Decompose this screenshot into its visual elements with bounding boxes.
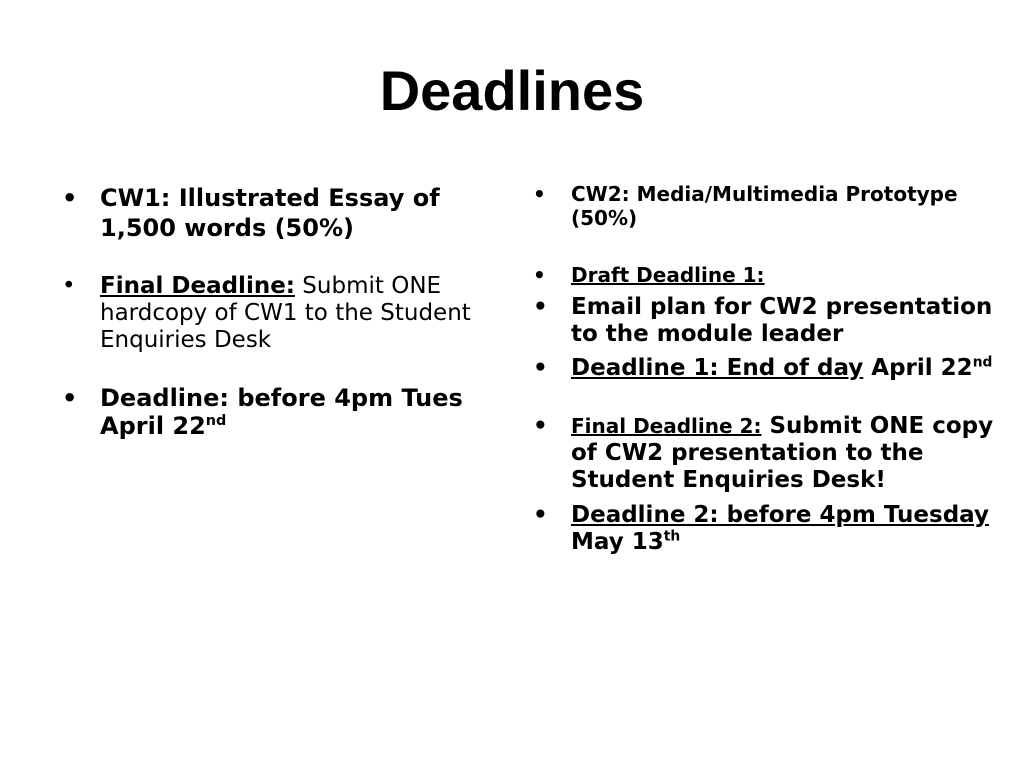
list-item-deadline-2 — [533, 502, 1003, 556]
draft-deadline-label: Draft Deadline 1: — [571, 263, 765, 287]
deadline-1-date: April 22 — [863, 355, 973, 381]
email-plan-text: Email plan for CW2 presentation to the module leader — [571, 294, 993, 347]
deadline-2-ordinal: th — [663, 528, 681, 545]
cw1-description: CW1: Illustrated Essay of 1,500 words (50%) — [100, 184, 440, 242]
list-item-draft-deadline — [533, 263, 1003, 287]
deadline-ordinal: nd — [205, 413, 227, 429]
right-column — [533, 182, 1003, 556]
deadline-1-label: Deadline 1: End of day — [571, 355, 864, 381]
list-item-cw1 — [62, 183, 502, 243]
list-item-deadline — [62, 384, 502, 440]
deadline-1-ordinal: nd — [972, 354, 993, 371]
final-deadline-label: Final Deadline: — [100, 273, 295, 299]
deadline-2-date: May 13 — [571, 529, 664, 555]
list-item-email-plan — [533, 294, 1003, 348]
left-column — [62, 183, 502, 440]
slide-title: Deadlines — [379, 59, 645, 122]
final-deadline-text: Submit ONE hardcopy of CW1 to the Student Enquiries Desk — [100, 273, 471, 353]
right-bullet-list — [533, 182, 1003, 556]
deadline-2-label: Deadline 2: before 4pm Tuesday — [571, 502, 989, 528]
final-deadline-2-text: Submit ONE copy of CW2 presentation to the Student Enquiries Desk! — [571, 413, 994, 493]
deadline-text: Deadline: before 4pm Tues April 22 — [100, 384, 463, 440]
list-item-deadline-1 — [533, 355, 1003, 382]
left-bullet-list — [62, 183, 502, 440]
list-item-cw2 — [533, 182, 1003, 230]
final-deadline-2-label: Final Deadline 2: — [571, 414, 762, 438]
list-item-final-deadline-2 — [533, 413, 1003, 494]
list-item-final-deadline — [62, 273, 502, 354]
cw2-description: CW2: Media/Multimedia Prototype (50%) — [571, 182, 958, 230]
